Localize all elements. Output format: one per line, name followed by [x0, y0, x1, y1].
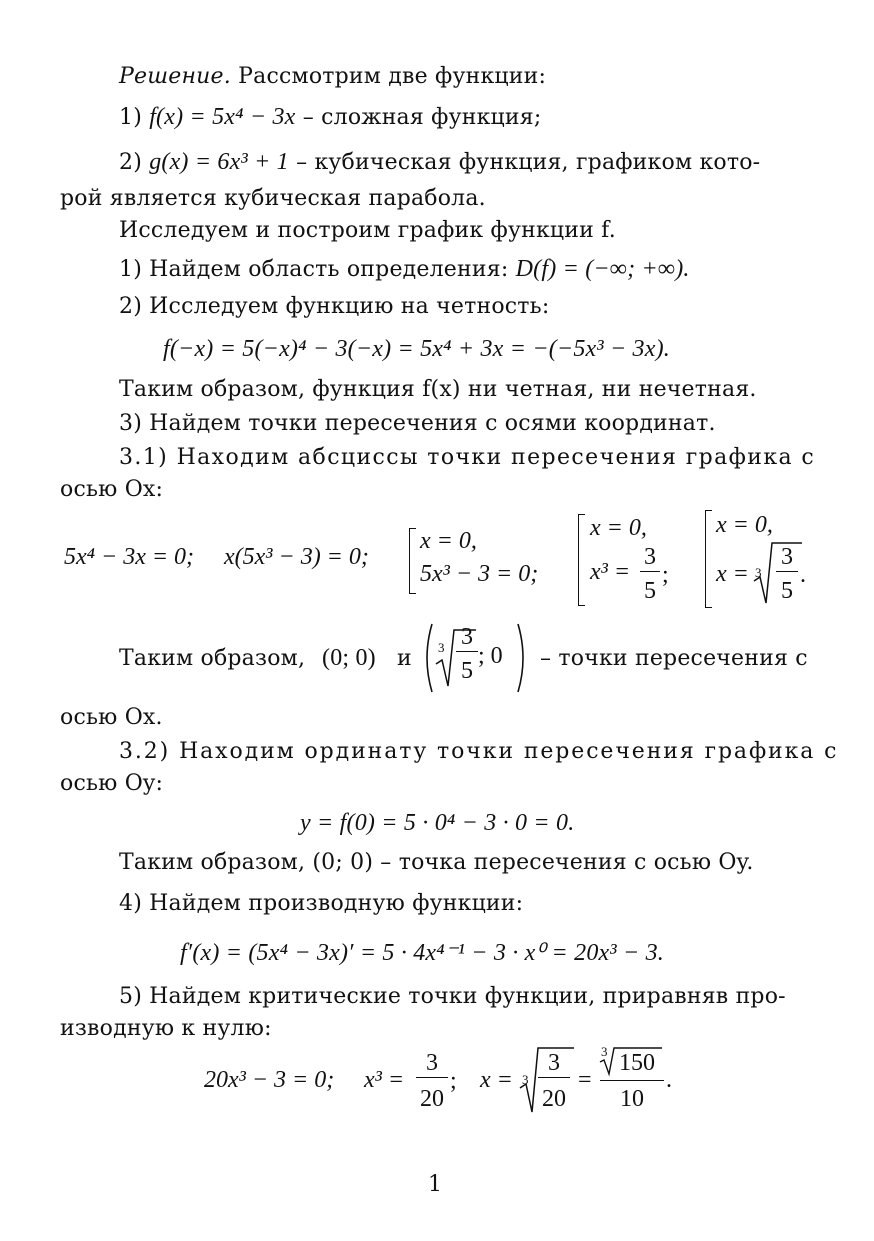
step32-line1 — [119, 737, 838, 767]
oy-conclusion: Таким образом, (0; 0) – точка пересечения с осью Oy. — [119, 850, 754, 875]
system-c-row2-left: x = — [716, 561, 749, 587]
step5-frac1-den: 20 — [420, 1086, 444, 1112]
system-c-bracket — [705, 510, 712, 608]
step5-eq1: 20x³ − 3 = 0; — [204, 1067, 335, 1093]
ox-point2-root-index: 3 — [438, 640, 445, 655]
ox-point1: (0; 0) — [322, 645, 376, 671]
step1-formula: D(f) = (−∞; +∞). — [515, 256, 690, 282]
step1-line — [119, 254, 690, 285]
ox-point2-end: ; 0 — [478, 643, 503, 669]
item2-text: – кубическая функция, графиком кото- — [288, 150, 761, 175]
step5-root-index: 3 — [522, 1072, 529, 1087]
step5-eq4: = — [578, 1067, 592, 1093]
step5-frac3-bar — [600, 1080, 664, 1081]
step2-line: 2) Исследуем функцию на четность: — [119, 294, 550, 319]
step5-frac2-den: 20 — [542, 1086, 566, 1112]
ox-conclusion-text2: – точки пересечения с — [540, 646, 808, 671]
system-b-row2-left: x³ = — [590, 559, 631, 585]
system-b-semicolon: ; — [662, 562, 669, 588]
intro-line — [119, 62, 546, 92]
system-c-frac-den: 5 — [781, 578, 793, 604]
ox-point2-num: 3 — [456, 624, 478, 652]
step2-formula: f(−x) = 5(−x)⁴ − 3(−x) = 5x⁴ + 3x = −(−5x³ − 3x). — [163, 336, 671, 362]
item1-number: 1) — [119, 105, 150, 130]
step5-frac2-num: 3 — [538, 1050, 570, 1078]
step32-line1-text: 3.2) Находим ординату точки пересечения графика с — [119, 739, 839, 764]
item1-formula: f(x) = 5x⁴ − 3x — [149, 104, 296, 130]
step5-eq2: x³ = — [364, 1067, 405, 1093]
step4-formula: f′(x) = (5x⁴ − 3x)′ = 5 · 4x⁴⁻¹ − 3 · x⁰ = 20x³ − 3. — [180, 940, 664, 966]
step5-semicolon: ; — [450, 1068, 457, 1094]
step5-line2: изводную к нулю: — [60, 1016, 272, 1041]
item2-continuation: рой является кубическая парабола. — [60, 186, 486, 211]
ox-eq2: x(5x³ − 3) = 0; — [224, 544, 369, 570]
ox-point2-den: 5 — [461, 658, 473, 684]
step5-eq3: x = — [480, 1067, 513, 1093]
step3-line: 3) Найдем точки пересечения с осями координат. — [119, 411, 716, 436]
ox-and: и — [397, 646, 412, 671]
step31-line1-text: 3.1) Находим абсциссы точки пересечения графика с — [119, 445, 816, 470]
item1-line — [119, 102, 541, 133]
parity-conclusion: Таким образом, функция f(x) ни четная, ни нечетная. — [119, 377, 757, 402]
item2-formula: g(x) = 6x³ + 1 — [149, 149, 289, 175]
system-a-row2: 5x³ − 3 = 0; — [420, 561, 539, 587]
intro-text: Рассмотрим две функции: — [230, 64, 547, 89]
system-c-row1: x = 0, — [716, 512, 773, 538]
system-c-frac-num: 3 — [776, 544, 798, 572]
system-a-row1: x = 0, — [420, 528, 477, 554]
ox-conclusion-text1: Таким образом, — [119, 646, 306, 671]
system-b-row1: x = 0, — [590, 515, 647, 541]
step32-formula: y = f(0) = 5 · 0⁴ − 3 · 0 = 0. — [300, 810, 575, 836]
step5-root2-index: 3 — [601, 1044, 608, 1059]
intro-italic: Решение. — [119, 64, 231, 89]
item1-text: – сложная функция; — [295, 105, 542, 130]
step31-line2: осью Ox: — [60, 477, 164, 502]
system-c-period: . — [800, 562, 806, 588]
step4-line: 4) Найдем производную функции: — [119, 891, 524, 916]
step5-line1: 5) Найдем критические точки функции, приравняв про- — [119, 984, 786, 1009]
item2-line — [119, 147, 760, 178]
step5-frac1-num: 3 — [416, 1050, 448, 1078]
system-b-bracket — [578, 514, 585, 606]
system-b-frac-num: 3 — [640, 544, 660, 572]
step31-line1 — [119, 443, 815, 473]
ox-conclusion-cont: осью Ox. — [60, 705, 163, 730]
step5-frac3-num: 150 — [619, 1050, 655, 1076]
ox-eq1: 5x⁴ − 3x = 0; — [64, 544, 195, 570]
page-number: 1 — [428, 1172, 442, 1197]
system-b-frac-den: 5 — [644, 578, 656, 604]
step5-period: . — [666, 1067, 672, 1093]
step1-text: 1) Найдем область определения: — [119, 257, 516, 282]
step32-line2: осью Oy: — [60, 771, 164, 796]
step5-frac3-den: 10 — [620, 1086, 644, 1112]
system-a-bracket — [409, 528, 416, 594]
system-c-root-index: 3 — [755, 565, 762, 580]
item2-number: 2) — [119, 150, 150, 175]
research-line: Исследуем и построим график функции f. — [119, 218, 616, 243]
